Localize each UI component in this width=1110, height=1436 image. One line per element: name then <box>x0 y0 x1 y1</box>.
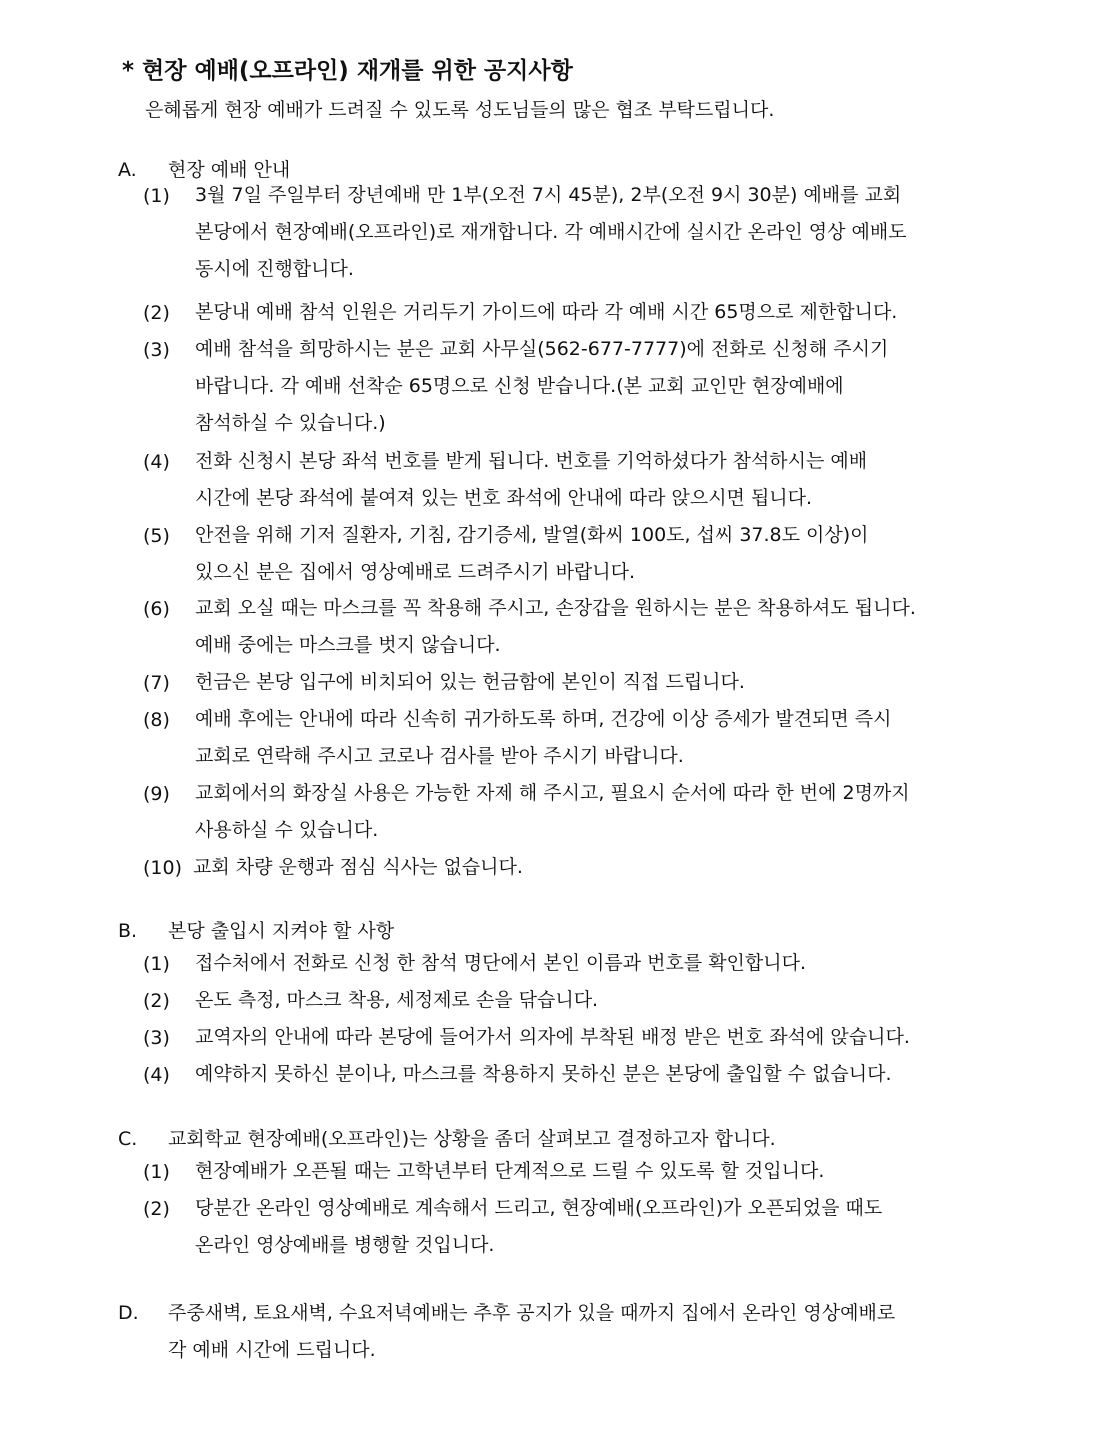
section-d-letter: D. <box>118 1302 139 1324</box>
item-number: (1) <box>143 953 170 975</box>
item-text: 교회에서의 화장실 사용은 가능한 자제 해 주시고, 필요시 순서에 따라 한 번에 2명까지 사용하실 수 있습니다. <box>195 782 910 841</box>
section-b-title: 본당 출입시 지켜야 할 사항 <box>168 920 395 942</box>
item-number: (4) <box>143 1064 170 1086</box>
item-text: 온도 측정, 마스크 착용, 세정제로 손을 닦습니다. <box>195 989 599 1011</box>
item-number: (1) <box>143 185 170 207</box>
item-number: (8) <box>143 709 170 731</box>
section-c-title: 교회학교 현장예배(오프라인)는 상황을 좀더 살펴보고 결정하고자 합니다. <box>168 1128 776 1150</box>
item-text: 예배 참석을 희망하시는 분은 교회 사무실(562-677-7777)에 전화로 신청해 주시기 바랍니다. 각 예배 선착순 65명으로 신청 받습니다.(본 교회 교인만 현장예배에 참석하실 수 있습니다.) <box>195 338 889 434</box>
section-d-heading <box>118 1295 895 1369</box>
item-number: (1) <box>143 1161 170 1183</box>
notice-title: * 현장 예배(오프라인) 재개를 위한 공지사항 <box>122 58 573 84</box>
item-text: 안전을 위해 기저 질환자, 기침, 감기증세, 발열(화씨 100도, 섭씨 37.8도 이상)이 있으신 분은 집에서 영상예배로 드려주시기 바랍니다. <box>195 524 869 583</box>
item-number: (7) <box>143 672 170 694</box>
item-number: (9) <box>143 783 170 805</box>
item-text: 접수처에서 전화로 신청 한 참석 명단에서 본인 이름과 번호를 확인합니다. <box>195 952 807 974</box>
item-number: (6) <box>143 598 170 620</box>
item-number: (3) <box>143 339 170 361</box>
item-number: (3) <box>143 1027 170 1049</box>
section-a-title: 현장 예배 안내 <box>168 159 291 181</box>
section-b-letter: B. <box>118 920 138 942</box>
item-text: 교역자의 안내에 따라 본당에 들어가서 의자에 부착된 배정 받은 번호 좌석에 앉습니다. <box>195 1026 910 1048</box>
item-number: (5) <box>143 525 170 547</box>
item-text: 당분간 온라인 영상예배로 계속해서 드리고, 현장예배(오프라인)가 오픈되었을 때도 온라인 영상예배를 병행할 것입니다. <box>195 1197 883 1256</box>
item-text: 교회 오실 때는 마스크를 꼭 착용해 주시고, 손장갑을 원하시는 분은 착용하셔도 됩니다. 예배 중에는 마스크를 벗지 않습니다. <box>195 597 916 656</box>
item-text: 현장예배가 오픈될 때는 고학년부터 단계적으로 드릴 수 있도록 할 것입니다. <box>195 1160 825 1182</box>
item-text: 예약하지 못하신 분이나, 마스크를 착용하지 못하신 분은 본당에 출입할 수 없습니다. <box>195 1063 892 1085</box>
item-number: (10) <box>143 857 183 879</box>
notice-subtitle: 은혜롭게 현장 예배가 드려질 수 있도록 성도님들의 많은 협조 부탁드립니다. <box>145 99 775 121</box>
item-text: 본당내 예배 참석 인원은 거리두기 가이드에 따라 각 예배 시간 65명으로 제한합니다. <box>195 301 898 323</box>
item-text: 교회 차량 운행과 점심 식사는 없습니다. <box>193 856 523 878</box>
item-number: (2) <box>143 302 170 324</box>
section-d-title: 주중새벽, 토요새벽, 수요저녁예배는 추후 공지가 있을 때까지 집에서 온라인 영상예배로 각 예배 시간에 드립니다. <box>168 1302 896 1361</box>
section-b-heading <box>118 916 394 943</box>
item-number: (2) <box>143 990 170 1012</box>
item-text: 헌금은 본당 입구에 비치되어 있는 헌금함에 본인이 직접 드립니다. <box>195 671 745 693</box>
item-text: 예배 후에는 안내에 따라 신속히 귀가하도록 하며, 건강에 이상 증세가 발견되면 즉시 교회로 연락해 주시고 코로나 검사를 받아 주시기 바랍니다. <box>195 708 892 767</box>
item-number: (4) <box>143 451 170 473</box>
item-number: (2) <box>143 1198 170 1220</box>
section-c-letter: C. <box>118 1128 138 1150</box>
item-text: 전화 신청시 본당 좌석 번호를 받게 됩니다. 번호를 기억하셨다가 참석하시는 예배 시간에 본당 좌석에 붙여져 있는 번호 좌석에 안내에 따라 앉으시면 됩니다. <box>195 450 868 509</box>
section-c-heading <box>118 1124 776 1151</box>
item-text: 3월 7일 주일부터 장년예배 만 1부(오전 7시 45분), 2부(오전 9시 30분) 예배를 교회 본당에서 현장예배(오프라인)로 재개합니다. 각 예배시간에 실시간 온라인 영상 예배도 동시에 진행합니다. <box>195 184 907 280</box>
section-a-letter: A. <box>118 159 137 181</box>
